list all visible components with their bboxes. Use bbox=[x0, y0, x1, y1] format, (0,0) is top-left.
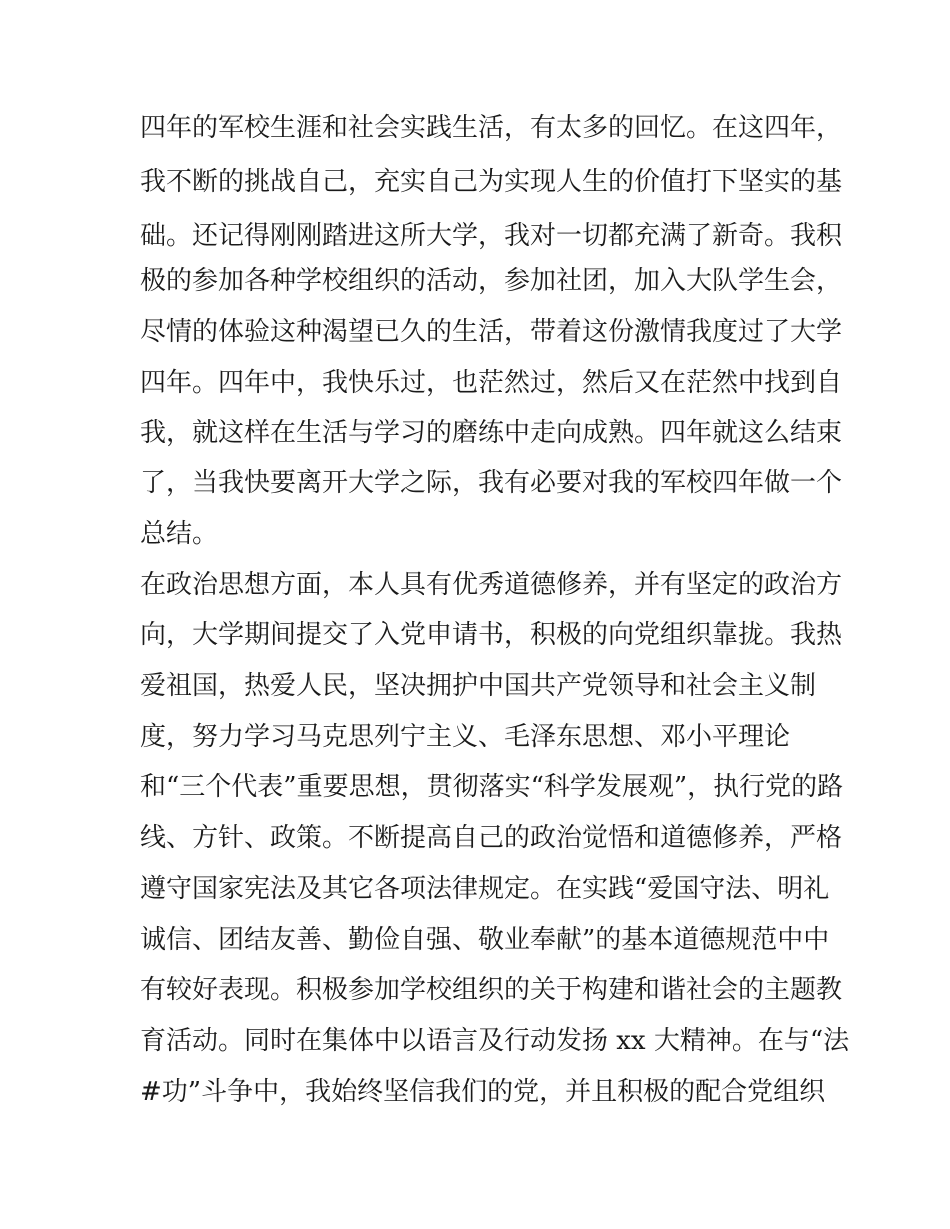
text-line: 和“三个代表”重要思想，贯彻落实“科学发展观”，执行党的路 bbox=[140, 772, 844, 802]
text-line: 我，就这样在生活与学习的磨练中走向成熟。四年就这么结束 bbox=[140, 418, 843, 448]
text-line: 爱祖国，热爱人民，坚决拥护中国共产党领导和社会主义制 bbox=[140, 671, 817, 701]
text-line: 四年的军校生涯和社会实践生活，有太多的回忆。在这四年， bbox=[140, 113, 843, 143]
text-line: 总结。 bbox=[140, 519, 219, 549]
text-line: #功”斗争中，我始终坚信我们的党，并且积极的配合党组织 bbox=[140, 1077, 826, 1107]
text-line: 向，大学期间提交了入党申请书，积极的向党组织靠拢。我热 bbox=[140, 620, 843, 650]
text-line: 我不断的挑战自己，充实自己为实现人生的价值打下坚实的基 bbox=[140, 167, 843, 197]
text-line: 础。还记得刚刚踏进这所大学，我对一切都充满了新奇。我积 bbox=[140, 221, 843, 251]
text-line: 诚信、团结友善、勤俭自强、敬业奉献”的基本道德规范中中 bbox=[140, 925, 830, 955]
text-line: 线、方针、政策。不断提高自己的政治觉悟和道德修养，严格 bbox=[140, 823, 843, 853]
text-line: 极的参加各种学校组织的活动，参加社团，加入大队学生会， bbox=[140, 266, 843, 296]
text-line: 四年。四年中，我快乐过，也茫然过，然后又在茫然中找到自 bbox=[140, 368, 843, 398]
text-line: 尽情的体验这种渴望已久的生活，带着这份激情我度过了大学 bbox=[140, 317, 843, 347]
text-line: 育活动。同时在集体中以语言及行动发扬 xx 大精神。在与“法 bbox=[140, 1026, 850, 1056]
text-line: 了，当我快要离开大学之际，我有必要对我的军校四年做一个 bbox=[140, 468, 843, 498]
text-line: 遵守国家宪法及其它各项法律规定。在实践“爱国守法、明礼 bbox=[140, 874, 830, 904]
text-line: 度，努力学习马克思列宁主义、毛泽东思想、邓小平理论 bbox=[140, 722, 791, 752]
text-line: 有较好表现。积极参加学校组织的关于构建和谐社会的主题教 bbox=[140, 975, 843, 1005]
text-line: 在政治思想方面，本人具有优秀道德修养，并有坚定的政治方 bbox=[140, 570, 843, 600]
